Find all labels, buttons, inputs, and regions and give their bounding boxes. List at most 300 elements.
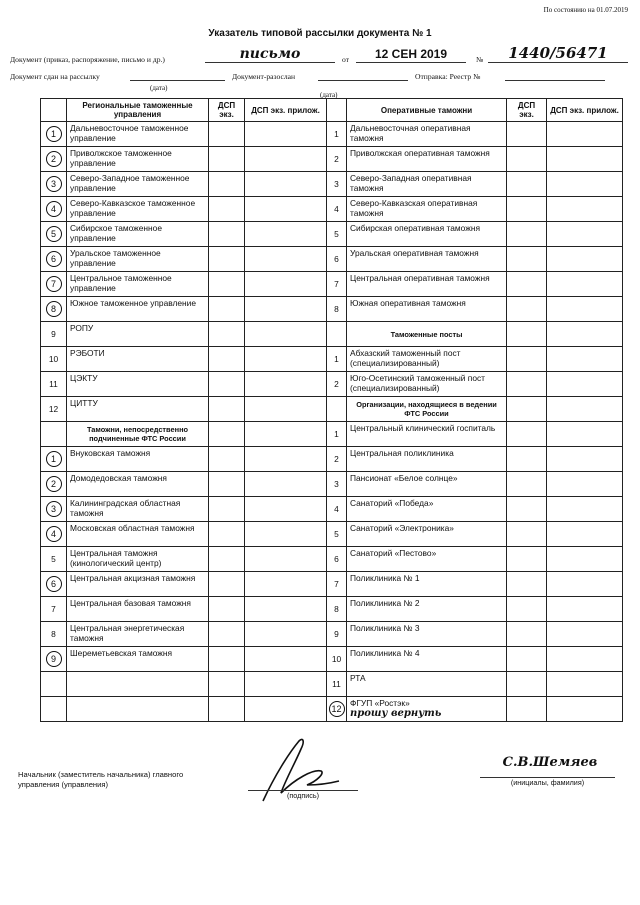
table-row bbox=[41, 472, 327, 497]
row-number-cell bbox=[327, 322, 347, 347]
dsp-app-cell bbox=[547, 422, 623, 447]
recipient-name bbox=[67, 447, 209, 472]
dsp-cell bbox=[209, 422, 245, 447]
recipient-name bbox=[347, 572, 507, 597]
row-number: 5 bbox=[334, 529, 339, 539]
dsp-cell bbox=[209, 397, 245, 422]
table-row bbox=[41, 347, 327, 372]
dsp-app-cell bbox=[547, 572, 623, 597]
recipient-text: Центральная поликлиника bbox=[350, 448, 454, 458]
section-header-row bbox=[327, 397, 623, 422]
row-number-cell bbox=[327, 247, 347, 272]
row-number-cell bbox=[41, 422, 67, 447]
row-number-cell bbox=[41, 247, 67, 272]
row-number: 2 bbox=[334, 379, 339, 389]
dsp-cell bbox=[209, 197, 245, 222]
row-number: 3 bbox=[334, 479, 339, 489]
recipient-text: Центральный клинический госпиталь bbox=[350, 423, 496, 433]
row-number-cell bbox=[41, 522, 67, 547]
table-row bbox=[327, 297, 623, 322]
row-number: 1 bbox=[334, 354, 339, 364]
dsp-cell bbox=[209, 172, 245, 197]
recipient-name bbox=[347, 122, 507, 147]
table-row bbox=[41, 547, 327, 572]
row-number-cell bbox=[41, 597, 67, 622]
recipient-text: Северо-Кавказская оперативная таможня bbox=[350, 198, 478, 218]
row-number-cell bbox=[41, 122, 67, 147]
doc-number-label: № bbox=[476, 55, 484, 64]
dsp-cell bbox=[507, 172, 547, 197]
recipient-name bbox=[67, 172, 209, 197]
recipient-name bbox=[67, 322, 209, 347]
dsp-app-cell bbox=[547, 172, 623, 197]
handwritten-note: прошу вернуть bbox=[350, 708, 442, 719]
recipient-name bbox=[347, 222, 507, 247]
recipient-name bbox=[347, 347, 507, 372]
table-header-row bbox=[41, 99, 327, 122]
recipient-text: Центральная базовая таможня bbox=[70, 598, 191, 608]
recipient-text: Поликлиника № 2 bbox=[350, 598, 420, 608]
row-number-cell bbox=[327, 647, 347, 672]
recipient-name bbox=[347, 522, 507, 547]
row-number-cell bbox=[327, 572, 347, 597]
recipient-name bbox=[67, 622, 209, 647]
table-row bbox=[327, 472, 623, 497]
dsp-app-cell bbox=[245, 672, 327, 697]
recipient-text: Северо-Кавказское таможенное управление bbox=[70, 198, 196, 218]
dsp-app-cell bbox=[547, 497, 623, 522]
row-number-cell bbox=[41, 497, 67, 522]
dsp-cell bbox=[209, 572, 245, 597]
recipient-name bbox=[347, 472, 507, 497]
row-number-cell bbox=[41, 272, 67, 297]
circled-row-number: 8 bbox=[46, 301, 62, 317]
sent-label: Документ сдан на рассылку bbox=[10, 72, 100, 81]
dsp-cell bbox=[507, 372, 547, 397]
dsp-cell bbox=[507, 297, 547, 322]
dsp-app-cell bbox=[547, 322, 623, 347]
doc-type-value: письмо bbox=[205, 46, 335, 63]
dsp-cell bbox=[507, 122, 547, 147]
sent-by-label: Документ-разослан bbox=[232, 72, 296, 81]
row-number-cell bbox=[327, 297, 347, 322]
dsp-app-cell bbox=[547, 372, 623, 397]
recipient-text: Дальневосточная оперативная таможня bbox=[350, 123, 471, 143]
row-number-cell bbox=[41, 647, 67, 672]
dsp-app-cell bbox=[245, 572, 327, 597]
dsp-cell bbox=[507, 697, 547, 722]
row-number-cell bbox=[41, 372, 67, 397]
table-row bbox=[327, 247, 623, 272]
recipient-text: РОПУ bbox=[70, 323, 94, 333]
row-number-cell bbox=[41, 572, 67, 597]
dsp-app-cell bbox=[245, 172, 327, 197]
table-row bbox=[41, 147, 327, 172]
dsp-cell bbox=[507, 572, 547, 597]
dsp-cell bbox=[507, 147, 547, 172]
table-row bbox=[41, 297, 327, 322]
table-row bbox=[41, 597, 327, 622]
recipient-name bbox=[67, 397, 209, 422]
recipient-name bbox=[67, 547, 209, 572]
dsp-cell bbox=[507, 397, 547, 422]
row-number: 4 bbox=[334, 204, 339, 214]
column-header-dsp: ДСП экз. bbox=[507, 99, 547, 122]
recipient-name bbox=[67, 497, 209, 522]
table-row bbox=[41, 697, 327, 722]
handwritten-name: С.В.Шемяев bbox=[502, 755, 598, 770]
recipient-name bbox=[67, 522, 209, 547]
dsp-app-cell bbox=[547, 347, 623, 372]
row-number-cell bbox=[41, 447, 67, 472]
recipient-text: Приволжская оперативная таможня bbox=[350, 148, 490, 158]
circled-row-number: 2 bbox=[46, 151, 62, 167]
recipient-text: Пансионат «Белое солнце» bbox=[350, 473, 458, 483]
circled-row-number: 7 bbox=[46, 276, 62, 292]
page-title: Указатель типовой рассылки документа № 1 bbox=[208, 28, 432, 39]
dsp-app-cell bbox=[547, 222, 623, 247]
recipient-text: Юго-Осетинский таможенный пост (специализированный) bbox=[350, 373, 486, 393]
dsp-app-cell bbox=[547, 647, 623, 672]
dsp-cell bbox=[507, 272, 547, 297]
row-number-cell bbox=[41, 297, 67, 322]
doc-from-label: от bbox=[342, 55, 350, 64]
recipient-text: Уральская оперативная таможня bbox=[350, 248, 479, 258]
row-number-cell bbox=[41, 322, 67, 347]
recipient-name bbox=[347, 147, 507, 172]
recipient-name bbox=[347, 647, 507, 672]
regional-customs-table bbox=[40, 98, 327, 722]
recipient-name bbox=[347, 622, 507, 647]
table-row bbox=[327, 697, 623, 722]
signer-label: Начальник (заместитель начальника) главного управления (управления) bbox=[18, 770, 184, 789]
row-number-cell bbox=[41, 197, 67, 222]
row-number: 1 bbox=[334, 429, 339, 439]
table-row bbox=[41, 647, 327, 672]
recipient-text: Домодедовская таможня bbox=[70, 473, 167, 483]
recipient-name bbox=[67, 672, 209, 697]
dsp-cell bbox=[209, 147, 245, 172]
dsp-app-cell bbox=[245, 472, 327, 497]
row-number-cell bbox=[327, 172, 347, 197]
dsp-app-cell bbox=[245, 397, 327, 422]
dsp-app-cell bbox=[547, 297, 623, 322]
dsp-cell bbox=[209, 272, 245, 297]
circled-row-number: 9 bbox=[46, 651, 62, 667]
column-header-name: Региональные таможенные управления bbox=[67, 99, 209, 122]
recipient-name bbox=[347, 372, 507, 397]
recipient-text: Организации, находящиеся в ведении ФТС России bbox=[356, 400, 497, 418]
circled-row-number: 2 bbox=[46, 476, 62, 492]
recipient-name bbox=[347, 697, 507, 722]
dsp-app-cell bbox=[245, 447, 327, 472]
dsp-app-cell bbox=[245, 372, 327, 397]
row-number-cell bbox=[41, 622, 67, 647]
dsp-cell bbox=[209, 597, 245, 622]
recipient-text: РТА bbox=[350, 673, 366, 683]
recipient-text: Сибирская оперативная таможня bbox=[350, 223, 480, 233]
recipient-text: Поликлиника № 4 bbox=[350, 648, 420, 658]
table-row bbox=[41, 672, 327, 697]
row-number: 3 bbox=[334, 179, 339, 189]
row-number: 7 bbox=[334, 579, 339, 589]
dsp-cell bbox=[507, 647, 547, 672]
recipient-text: Внуковская таможня bbox=[70, 448, 151, 458]
recipient-name bbox=[67, 697, 209, 722]
recipient-name bbox=[67, 647, 209, 672]
dsp-cell bbox=[507, 497, 547, 522]
dsp-cell bbox=[507, 672, 547, 697]
circled-row-number: 6 bbox=[46, 576, 62, 592]
recipient-name bbox=[347, 272, 507, 297]
column-header-dsp: ДСП экз. bbox=[209, 99, 245, 122]
recipient-text: Шереметьевская таможня bbox=[70, 648, 173, 658]
recipient-text: Санаторий «Пестово» bbox=[350, 548, 437, 558]
row-number-cell bbox=[327, 222, 347, 247]
dsp-cell bbox=[209, 672, 245, 697]
dsp-app-cell bbox=[245, 497, 327, 522]
row-number-cell bbox=[327, 672, 347, 697]
row-number-cell bbox=[327, 122, 347, 147]
row-number-cell bbox=[41, 397, 67, 422]
dsp-app-cell bbox=[245, 322, 327, 347]
dsp-app-cell bbox=[547, 472, 623, 497]
dsp-cell bbox=[209, 247, 245, 272]
table-row bbox=[41, 247, 327, 272]
table-row bbox=[327, 272, 623, 297]
row-number: 7 bbox=[51, 604, 56, 614]
column-header-dsp-app: ДСП экз. прилож. bbox=[547, 99, 623, 122]
row-number-cell bbox=[327, 522, 347, 547]
dsp-cell bbox=[209, 447, 245, 472]
table-row bbox=[327, 497, 623, 522]
dsp-cell bbox=[507, 222, 547, 247]
dsp-cell bbox=[507, 347, 547, 372]
recipient-name bbox=[67, 572, 209, 597]
row-number: 7 bbox=[334, 279, 339, 289]
dsp-app-cell bbox=[547, 697, 623, 722]
dsp-app-cell bbox=[245, 122, 327, 147]
row-number: 9 bbox=[334, 629, 339, 639]
table-row bbox=[327, 572, 623, 597]
dsp-cell bbox=[209, 697, 245, 722]
dsp-app-cell bbox=[547, 597, 623, 622]
recipient-name bbox=[67, 597, 209, 622]
row-number-cell bbox=[327, 697, 347, 722]
row-number: 1 bbox=[334, 129, 339, 139]
table-row bbox=[41, 372, 327, 397]
dsp-app-cell bbox=[245, 422, 327, 447]
row-number-cell bbox=[327, 497, 347, 522]
row-number: 11 bbox=[49, 379, 58, 389]
circled-row-number: 6 bbox=[46, 251, 62, 267]
dsp-app-cell bbox=[547, 122, 623, 147]
row-number: 12 bbox=[48, 404, 59, 414]
table-row bbox=[41, 522, 327, 547]
table-row bbox=[327, 372, 623, 397]
row-number-cell bbox=[327, 372, 347, 397]
row-number-cell bbox=[327, 547, 347, 572]
recipient-text: ФГУП «Ростэк» bbox=[350, 698, 410, 708]
row-number: 5 bbox=[51, 554, 56, 564]
dsp-cell bbox=[507, 247, 547, 272]
table-row bbox=[41, 622, 327, 647]
dsp-cell bbox=[507, 597, 547, 622]
row-number: 11 bbox=[332, 679, 341, 689]
recipient-name bbox=[347, 597, 507, 622]
table-row bbox=[327, 222, 623, 247]
recipient-text: Центральное таможенное управление bbox=[70, 273, 172, 293]
dsp-app-cell bbox=[245, 197, 327, 222]
table-row bbox=[327, 422, 623, 447]
recipient-text: Центральная энергетическая таможня bbox=[70, 623, 185, 643]
table-row bbox=[327, 122, 623, 147]
row-number: 5 bbox=[334, 229, 339, 239]
dsp-app-cell bbox=[547, 547, 623, 572]
dsp-cell bbox=[209, 222, 245, 247]
circled-row-number: 3 bbox=[46, 501, 62, 517]
recipient-text: ЦИТТУ bbox=[70, 398, 98, 408]
table-row bbox=[41, 222, 327, 247]
dsp-app-cell bbox=[245, 297, 327, 322]
recipient-text: Таможенные посты bbox=[390, 329, 463, 339]
recipient-text: Южная оперативная таможня bbox=[350, 298, 466, 308]
circled-row-number: 4 bbox=[46, 201, 62, 217]
row-number-cell bbox=[41, 472, 67, 497]
row-number: 8 bbox=[334, 604, 339, 614]
row-number: 10 bbox=[48, 354, 59, 364]
row-number-cell bbox=[41, 147, 67, 172]
row-number-cell bbox=[41, 347, 67, 372]
dsp-app-cell bbox=[245, 522, 327, 547]
circled-row-number: 5 bbox=[46, 226, 62, 242]
dsp-cell bbox=[209, 322, 245, 347]
dsp-app-cell bbox=[245, 547, 327, 572]
section-title bbox=[347, 397, 507, 422]
recipient-text: Санаторий «Электроника» bbox=[350, 523, 454, 533]
dsp-app-cell bbox=[547, 622, 623, 647]
dsp-cell bbox=[209, 297, 245, 322]
doc-type-label: Документ (приказ, распоряжение, письмо и др.) bbox=[10, 55, 165, 64]
recipient-name bbox=[67, 197, 209, 222]
row-number: 4 bbox=[334, 504, 339, 514]
recipient-name bbox=[67, 247, 209, 272]
row-number: 8 bbox=[334, 304, 339, 314]
row-number: 8 bbox=[51, 629, 56, 639]
row-number: 9 bbox=[51, 329, 56, 339]
recipient-name bbox=[347, 297, 507, 322]
dsp-cell bbox=[209, 472, 245, 497]
dsp-cell bbox=[507, 622, 547, 647]
column-header-name: Оперативные таможни bbox=[347, 99, 507, 122]
row-number-cell bbox=[327, 622, 347, 647]
table-row bbox=[327, 647, 623, 672]
recipient-name bbox=[67, 122, 209, 147]
recipient-name bbox=[347, 197, 507, 222]
doc-date-value: 12 СЕН 2019 bbox=[356, 47, 466, 63]
table-row bbox=[327, 672, 623, 697]
circled-row-number: 12 bbox=[329, 701, 345, 717]
dsp-cell bbox=[209, 122, 245, 147]
sent-by-line bbox=[318, 72, 408, 81]
date-note-2: (дата) bbox=[320, 91, 338, 99]
table-row bbox=[327, 147, 623, 172]
table-row bbox=[327, 447, 623, 472]
dsp-app-cell bbox=[245, 597, 327, 622]
table-row bbox=[41, 272, 327, 297]
dsp-app-cell bbox=[245, 147, 327, 172]
dsp-app-cell bbox=[245, 697, 327, 722]
dsp-app-cell bbox=[547, 447, 623, 472]
recipient-name bbox=[347, 422, 507, 447]
recipient-name bbox=[67, 297, 209, 322]
section-header-row bbox=[41, 422, 327, 447]
dsp-app-cell bbox=[547, 272, 623, 297]
table-row bbox=[41, 572, 327, 597]
signature-label: (подпись) bbox=[248, 790, 358, 800]
row-number-cell bbox=[41, 222, 67, 247]
recipient-text: Таможни, непосредственно подчиненные ФТС России bbox=[86, 425, 189, 443]
recipient-text: РЭБОТИ bbox=[70, 348, 105, 358]
dispatch-line bbox=[505, 72, 605, 81]
table-row bbox=[41, 397, 327, 422]
dsp-app-cell bbox=[245, 347, 327, 372]
dsp-cell bbox=[209, 647, 245, 672]
recipient-name bbox=[67, 372, 209, 397]
dsp-app-cell bbox=[547, 522, 623, 547]
dispatch-label: Отправка: Реестр № bbox=[415, 72, 481, 81]
row-number: 2 bbox=[334, 154, 339, 164]
circled-row-number: 1 bbox=[46, 126, 62, 142]
table-row bbox=[327, 197, 623, 222]
row-number-cell bbox=[327, 472, 347, 497]
dsp-cell bbox=[507, 422, 547, 447]
row-number: 10 bbox=[331, 654, 342, 664]
row-number: 6 bbox=[334, 254, 339, 264]
row-number: 6 bbox=[334, 554, 339, 564]
dsp-cell bbox=[507, 322, 547, 347]
recipient-name bbox=[347, 172, 507, 197]
table-row bbox=[327, 622, 623, 647]
table-row bbox=[327, 347, 623, 372]
recipient-text: Северо-Западное таможенное управление bbox=[70, 173, 190, 193]
row-number-cell bbox=[327, 422, 347, 447]
dsp-app-cell bbox=[245, 247, 327, 272]
dsp-app-cell bbox=[547, 672, 623, 697]
dsp-cell bbox=[209, 547, 245, 572]
recipient-name bbox=[67, 347, 209, 372]
table-row bbox=[41, 322, 327, 347]
dsp-cell bbox=[507, 447, 547, 472]
section-title bbox=[67, 422, 209, 447]
initials-label: (инициалы, фамилия) bbox=[480, 777, 615, 787]
recipient-text: Центральная таможня (кинологический центр) bbox=[70, 548, 162, 568]
table-row bbox=[327, 172, 623, 197]
recipient-text: Калининградская областная таможня bbox=[70, 498, 181, 518]
recipient-text: Южное таможенное управление bbox=[70, 298, 197, 308]
recipient-name bbox=[347, 247, 507, 272]
column-header-dsp-app: ДСП экз. прилож. bbox=[245, 99, 327, 122]
row-number-cell bbox=[41, 697, 67, 722]
row-number-cell bbox=[41, 547, 67, 572]
recipient-text: ЦЭКТУ bbox=[70, 373, 98, 383]
row-number-cell bbox=[327, 597, 347, 622]
operative-customs-table bbox=[326, 98, 623, 722]
recipient-text: Поликлиника № 3 bbox=[350, 623, 420, 633]
dsp-app-cell bbox=[245, 222, 327, 247]
recipient-name bbox=[347, 497, 507, 522]
dsp-app-cell bbox=[547, 147, 623, 172]
